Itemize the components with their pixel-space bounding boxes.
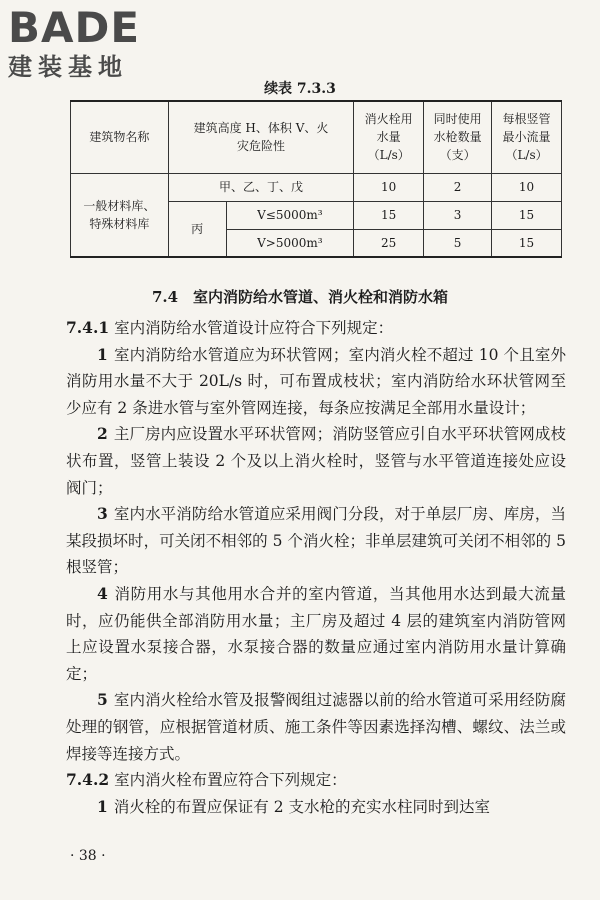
logo-subtitle: 建装基地 <box>8 53 128 81</box>
item-text: 室内消防给水管道应为环状管网；室内消火栓不超过 10 个且室外消防用水量不大于 20L/s 时，可布置成枝状；室内消防给水环状管网至少应有 2 条进水管与室外管网连接，每条应按满足全部用水量设计； <box>66 345 566 417</box>
header-height-volume-hazard: 建筑高度 H、体积 V、火灾危险性 <box>168 101 353 173</box>
min-flow-cell: 10 <box>492 173 562 201</box>
min-flow-cell: 15 <box>492 229 562 257</box>
flow-cell: 15 <box>354 201 424 229</box>
list-item <box>66 421 566 501</box>
building-type-cell: 一般材料库、特殊材料库 <box>71 173 169 257</box>
logo-wordmark: BADE <box>8 3 141 52</box>
item-number: 5 <box>97 690 108 710</box>
table-row <box>71 173 562 201</box>
header-min-flow: 每根竖管最小流量（L/s） <box>492 101 562 173</box>
item-text: 消火栓的布置应保证有 2 支水枪的充实水柱同时到达室 <box>113 797 491 816</box>
volume-cell: V>5000m³ <box>226 229 354 257</box>
count-cell: 5 <box>424 229 492 257</box>
item-number: 4 <box>97 583 108 603</box>
count-cell: 2 <box>424 173 492 201</box>
page-number: · 38 · <box>70 848 106 864</box>
flow-cell: 10 <box>354 173 424 201</box>
list-item <box>66 581 566 687</box>
table-header-row <box>71 101 562 173</box>
list-item <box>66 501 566 581</box>
clause-text: 室内消防给水管道设计应符合下列规定： <box>114 319 394 337</box>
table-caption: 续表 7.3.3 <box>264 81 336 97</box>
flow-table <box>70 100 562 258</box>
clause-text: 室内消火栓布置应符合下列规定： <box>114 771 347 790</box>
clause-number: 7.4.2 <box>66 770 110 790</box>
list-item <box>66 794 566 821</box>
hazard-class-bing: 丙 <box>168 201 226 257</box>
min-flow-cell: 15 <box>492 201 562 229</box>
list-item <box>66 687 566 767</box>
item-number: 1 <box>97 796 108 816</box>
header-hydrant-flow: 消火栓用水量（L/s） <box>354 101 424 173</box>
item-number: 3 <box>97 504 108 524</box>
item-number: 2 <box>97 424 108 444</box>
list-item <box>66 342 566 422</box>
bade-logo <box>8 3 178 82</box>
volume-cell: V≤5000m³ <box>226 201 354 229</box>
section-title: 7.4 室内消防给水管道、消火栓和消防水箱 <box>151 288 449 306</box>
item-text: 消防用水与其他用水合并的室内管道，当其他用水达到最大流量时，应仍能供全部消防用水量；主厂房及超过 4 层的建筑室内消防管网上应设置水泵接合器，水泵接合器的数量应通过室内消防用水量计算确定； <box>66 584 566 683</box>
clause-number: 7.4.1 <box>66 318 110 337</box>
item-text: 主厂房内应设置水平环状管网；消防竖管应引自水平环状管网成枝状布置，竖管上装设 2 个及以上消火栓时，竖管与水平管道连接处应设阀门； <box>66 425 566 497</box>
item-text: 室内水平消防给水管道应采用阀门分段，对于单层厂房、库房，当某段损坏时，可关闭不相邻的 5 个消火栓；非单层建筑可关闭不相邻的 5 根竖管； <box>66 505 566 577</box>
flow-cell: 25 <box>354 229 424 257</box>
count-cell: 3 <box>424 201 492 229</box>
header-building-name: 建筑物名称 <box>71 101 169 173</box>
clause-heading <box>66 767 566 794</box>
clause-body <box>66 315 566 820</box>
hazard-cell: 甲、乙、丁、戊 <box>168 173 353 201</box>
header-nozzle-count: 同时使用水枪数量（支） <box>424 101 492 173</box>
item-number: 1 <box>97 344 108 364</box>
clause-heading <box>66 315 566 342</box>
item-text: 室内消火栓给水管及报警阀组过滤器以前的给水管道可采用经防腐处理的钢管，应根据管道材质、施工条件等因素选择沟槽、螺纹、法兰或焊接等连接方式。 <box>66 691 566 763</box>
